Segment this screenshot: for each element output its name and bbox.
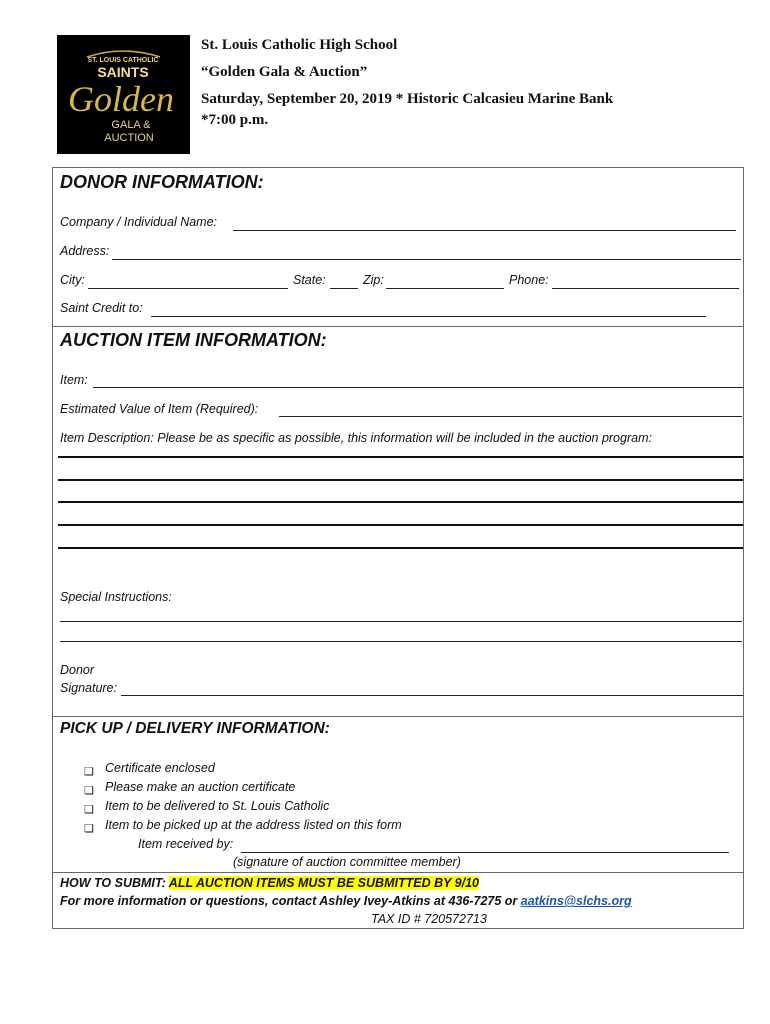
zip-label: Zip: [363, 273, 384, 287]
contact-email-link[interactable]: aatkins@slchs.org [520, 894, 632, 908]
company-label: Company / Individual Name: [60, 215, 218, 229]
delivered-label: Item to be delivered to St. Louis Catholic [105, 799, 330, 813]
description-line-3[interactable] [58, 501, 743, 503]
city-field[interactable] [88, 288, 288, 289]
picked-up-checkbox[interactable]: ❏ [84, 823, 94, 835]
city-label: City: [60, 273, 85, 287]
special-instructions-label: Special Instructions: [60, 590, 172, 604]
description-line-5[interactable] [58, 547, 743, 549]
event-date: Saturday, September 20, 2019 * Historic Calcasieu Marine Bank [201, 91, 614, 107]
event-name: “Golden Gala & Auction” [201, 64, 368, 80]
address-label: Address: [60, 244, 110, 258]
tax-id: TAX ID # 720572713 [371, 912, 487, 926]
committee-signature-caption: (signature of auction committee member) [233, 855, 461, 869]
section-divider [53, 326, 743, 327]
submission-deadline: ALL AUCTION ITEMS MUST BE SUBMITTED BY 9/10 [168, 876, 480, 890]
how-to-submit-label: HOW TO SUBMIT: [60, 876, 166, 890]
saint-credit-field[interactable] [151, 316, 706, 317]
saint-credit-label: Saint Credit to: [60, 301, 143, 315]
donation-form [52, 167, 744, 929]
donor-signature-field[interactable] [121, 695, 743, 696]
contact-info [60, 894, 632, 908]
gala-logo-art [57, 35, 190, 154]
special-instructions-line-2[interactable] [60, 641, 742, 642]
item-label: Item: [60, 373, 88, 387]
received-by-label: Item received by: [138, 837, 234, 851]
pickup-section-title: PICK UP / DELIVERY INFORMATION: [60, 720, 330, 737]
logo-school-text: ST. LOUIS CATHOLIC [87, 57, 159, 64]
donor-section-title: DONOR INFORMATION: [60, 172, 264, 192]
section-divider [53, 716, 743, 717]
logo-saints-text: SAINTS [97, 64, 149, 80]
school-name: St. Louis Catholic High School [201, 37, 398, 53]
make-certificate-checkbox[interactable]: ❏ [84, 785, 94, 797]
donor-label: Donor [60, 663, 95, 677]
received-by-field[interactable] [241, 852, 729, 853]
special-instructions-line-1[interactable] [60, 621, 742, 622]
delivered-checkbox[interactable]: ❏ [84, 804, 94, 816]
phone-label: Phone: [509, 273, 549, 287]
description-line-4[interactable] [58, 524, 743, 526]
picked-up-label: Item to be picked up at the address listed on this form [105, 818, 402, 832]
donor-signature-label: Signature: [60, 681, 117, 695]
phone-field[interactable] [552, 288, 739, 289]
description-label: Item Description: Please be as specific as possible, this information will be included in the auction program: [60, 431, 652, 445]
address-field[interactable] [112, 259, 741, 260]
value-label: Estimated Value of Item (Required): [60, 402, 259, 416]
company-field[interactable] [233, 230, 736, 231]
certificate-enclosed-checkbox[interactable]: ❏ [84, 766, 94, 778]
make-certificate-label: Please make an auction certificate [105, 780, 296, 794]
description-line-1[interactable] [58, 456, 743, 458]
zip-field[interactable] [386, 288, 504, 289]
logo-golden-text: Golden [68, 79, 174, 119]
description-line-2[interactable] [58, 479, 743, 481]
certificate-enclosed-label: Certificate enclosed [105, 761, 215, 775]
auction-section-title: AUCTION ITEM INFORMATION: [60, 330, 327, 350]
state-field[interactable] [330, 288, 358, 289]
gala-logo [57, 35, 190, 154]
logo-gala-text: GALA & [111, 119, 151, 131]
contact-text: For more information or questions, contact Ashley Ivey-Atkins at 436-7275 or [60, 894, 518, 908]
item-field[interactable] [93, 387, 743, 388]
value-field[interactable] [279, 416, 742, 417]
state-label: State: [293, 273, 326, 287]
how-to-submit [60, 876, 479, 890]
event-time: *7:00 p.m. [201, 112, 269, 128]
logo-auction-text: AUCTION [104, 132, 154, 144]
section-divider [53, 872, 743, 873]
